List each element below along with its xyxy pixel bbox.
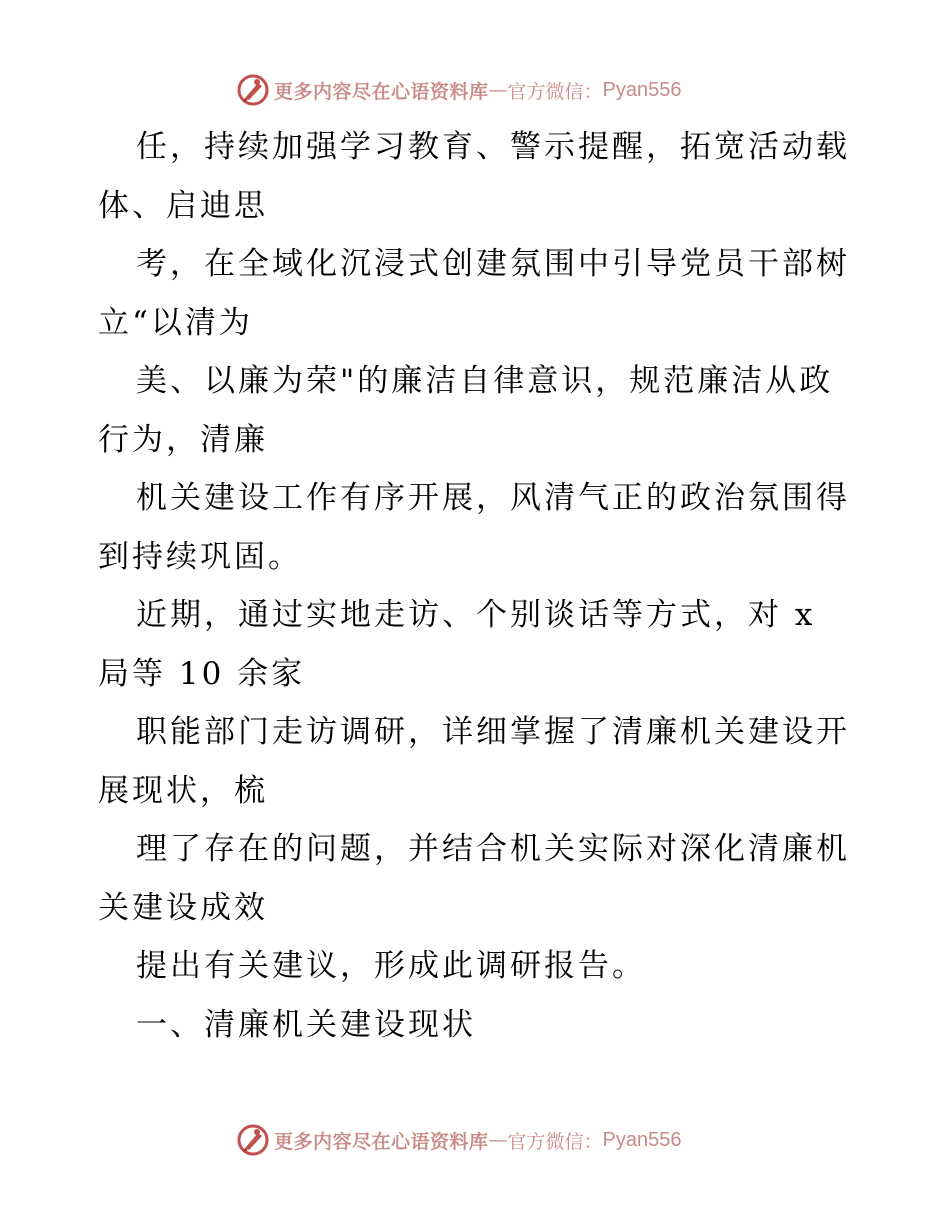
text-line: 职能部门走访调研，详细掌握了清廉机关建设开 [136, 714, 850, 750]
text-line: 行为，清廉 [98, 421, 268, 458]
text-line: 理了存在的问题，并结合机关实际对深化清廉机 [136, 831, 850, 867]
text-line: 考，在全域化沉浸式创建氛围中引导党员干部树 [136, 246, 850, 282]
text-line: 任，持续加强学习教育、警示提醒，拓宽活动载 [136, 129, 850, 165]
watermark-dash: — [488, 1129, 508, 1151]
document-body [98, 118, 858, 1054]
header-watermark [236, 72, 682, 108]
text-line: 关建设成效 [98, 889, 268, 926]
pen-logo-icon [236, 1123, 270, 1157]
text-line: 提出有关建议，形成此调研报告。 [136, 948, 646, 984]
text-line: 到持续巩固。 [98, 538, 302, 575]
watermark-main-text: 更多内容尽在心语资料库 [274, 80, 489, 103]
text-line: 展现状，梳 [98, 772, 268, 809]
text-line: 局等 10 余家 [98, 655, 306, 692]
text-line: 近期，通过实地走访、个别谈话等方式，对 x [136, 597, 816, 633]
pen-logo-icon [236, 73, 270, 107]
watermark-main-text: 更多内容尽在心语资料库 [274, 1130, 489, 1153]
watermark-wechat-label: 官方微信： [507, 80, 603, 103]
watermark-wechat-id: Pyan556 [602, 1128, 682, 1151]
text-line: 一、清廉机关建设现状 [136, 1006, 476, 1043]
text-line: 体、启迪思 [98, 187, 268, 224]
watermark-wechat-label: 官方微信： [507, 1130, 603, 1153]
watermark-dash: — [488, 79, 508, 101]
watermark-wechat-id: Pyan556 [602, 78, 682, 101]
text-line: 立“以清为 [98, 304, 253, 341]
text-line: 机关建设工作有序开展，风清气正的政治氛围得 [136, 480, 850, 516]
text-line: 美、以廉为荣"的廉洁自律意识，规范廉洁从政 [136, 363, 834, 399]
footer-watermark [236, 1122, 682, 1158]
